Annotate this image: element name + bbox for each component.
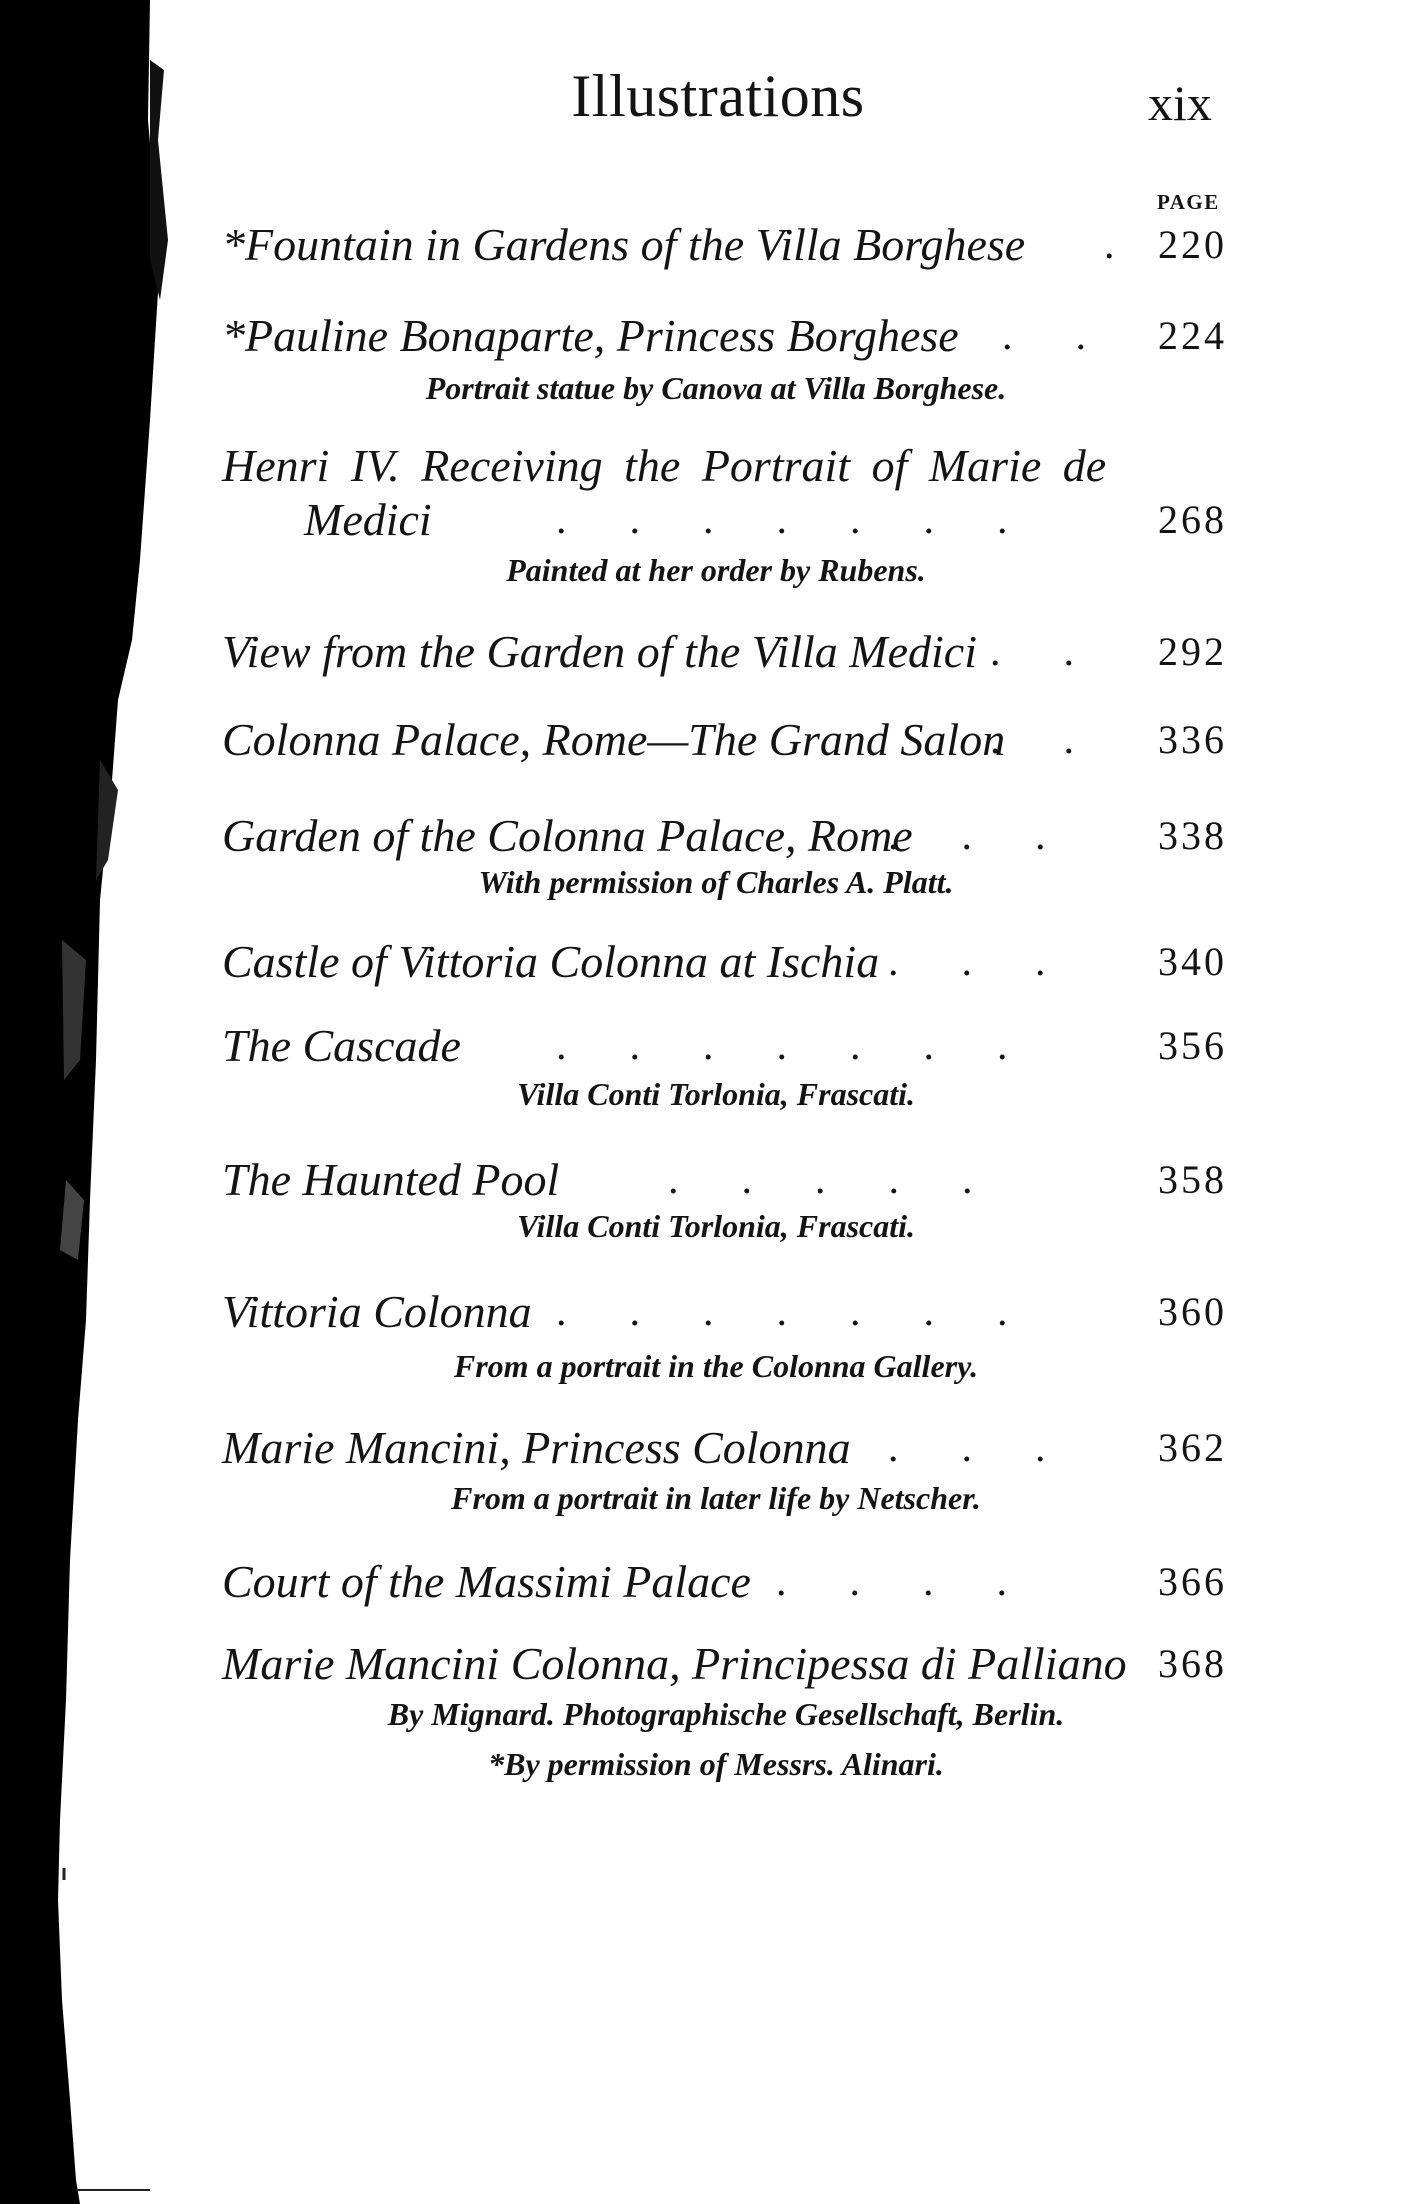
dot-leader: . . . bbox=[888, 939, 1046, 985]
illustration-caption: With permission of Charles A. Platt. bbox=[478, 864, 954, 900]
illustration-caption: From a portrait in later life by Netscher. bbox=[451, 1480, 981, 1516]
dot-leader: . . bbox=[990, 629, 1074, 675]
dot-leader: . . . bbox=[888, 1425, 1046, 1471]
dot-leader: . . . . . bbox=[668, 1157, 973, 1203]
dot-leader: . . . . bbox=[776, 1559, 1007, 1605]
illustration-caption: Villa Conti Torlonia, Frascati. bbox=[516, 1076, 916, 1112]
illustration-title: The Haunted Pool bbox=[222, 1154, 560, 1205]
illustration-page: 338 bbox=[1158, 813, 1227, 858]
page-number: xix bbox=[1148, 75, 1212, 131]
page-running-title: Illustrations bbox=[571, 63, 865, 129]
illustration-title-continued: Medici bbox=[304, 494, 432, 545]
dot-leader: . . . . . . . bbox=[556, 497, 1008, 543]
illustration-page: 224 bbox=[1158, 313, 1227, 358]
illustration-page: 356 bbox=[1158, 1023, 1227, 1068]
list-item bbox=[0, 436, 1404, 496]
list-item-continued bbox=[0, 490, 1404, 550]
list-item bbox=[0, 1016, 1404, 1076]
dot-leader: . . . . . . . bbox=[556, 1289, 1008, 1335]
list-item bbox=[0, 1552, 1404, 1612]
illustration-page: 292 bbox=[1158, 629, 1227, 674]
illustration-page: 220 bbox=[1158, 222, 1227, 267]
illustration-title: The Cascade bbox=[222, 1020, 461, 1071]
illustration-page: 368 bbox=[1158, 1641, 1227, 1686]
illustration-title: *Pauline Bonaparte, Princess Borghese bbox=[222, 310, 959, 361]
illustration-page: 336 bbox=[1158, 717, 1227, 762]
illustration-title: Marie Mancini, Princess Colonna bbox=[222, 1422, 851, 1473]
illustration-page: 358 bbox=[1158, 1157, 1227, 1202]
list-item bbox=[0, 710, 1404, 770]
page-column-label: PAGE bbox=[1157, 190, 1220, 214]
list-item bbox=[0, 1634, 1404, 1694]
illustration-title: Marie Mancini Colonna, Principessa di Palliano bbox=[222, 1638, 1127, 1689]
list-item bbox=[0, 1418, 1404, 1478]
illustration-page: 268 bbox=[1158, 497, 1227, 542]
dot-leader: . . bbox=[990, 717, 1074, 763]
illustration-caption: Portrait statue by Canova at Villa Borghese. bbox=[425, 370, 1007, 406]
illustration-page: 362 bbox=[1158, 1425, 1227, 1470]
list-item bbox=[0, 1282, 1404, 1342]
dot-leader: . . . . . . . bbox=[556, 1023, 1008, 1069]
dot-leader: . . . bbox=[888, 813, 1046, 859]
illustration-title: Castle of Vittoria Colonna at Ischia bbox=[222, 936, 880, 987]
illustration-title: Vittoria Colonna bbox=[222, 1286, 532, 1337]
illustration-page: 340 bbox=[1158, 939, 1227, 984]
list-item bbox=[0, 1150, 1404, 1210]
list-item bbox=[0, 306, 1404, 366]
list-item bbox=[0, 932, 1404, 992]
list-item bbox=[0, 215, 1404, 275]
illustration-caption: Painted at her order by Rubens. bbox=[506, 552, 926, 588]
illustration-title: View from the Garden of the Villa Medici bbox=[222, 626, 978, 677]
illustration-caption: From a portrait in the Colonna Gallery. bbox=[453, 1348, 979, 1384]
dot-leader: . bbox=[1104, 222, 1115, 268]
list-item bbox=[0, 622, 1404, 682]
dot-leader: . . bbox=[1002, 313, 1086, 359]
illustration-title: Colonna Palace, Rome—The Grand Salon bbox=[222, 714, 1006, 765]
list-item bbox=[0, 806, 1404, 866]
illustration-title: Court of the Massimi Palace bbox=[222, 1556, 751, 1607]
illustration-title: *Fountain in Gardens of the Villa Borghese bbox=[222, 219, 1026, 270]
illustration-caption: Villa Conti Torlonia, Frascati. bbox=[516, 1208, 916, 1244]
illustration-caption: By Mignard. Photographische Gesellschaft, Berlin. bbox=[387, 1696, 1065, 1732]
illustration-title: Henri IV. Receiving the Portrait of Marie de bbox=[222, 440, 1107, 491]
illustration-title: Garden of the Colonna Palace, Rome bbox=[222, 810, 913, 861]
footnote: *By permission of Messrs. Alinari. bbox=[488, 1746, 944, 1782]
illustration-page: 366 bbox=[1158, 1559, 1227, 1604]
illustration-page: 360 bbox=[1158, 1289, 1227, 1334]
